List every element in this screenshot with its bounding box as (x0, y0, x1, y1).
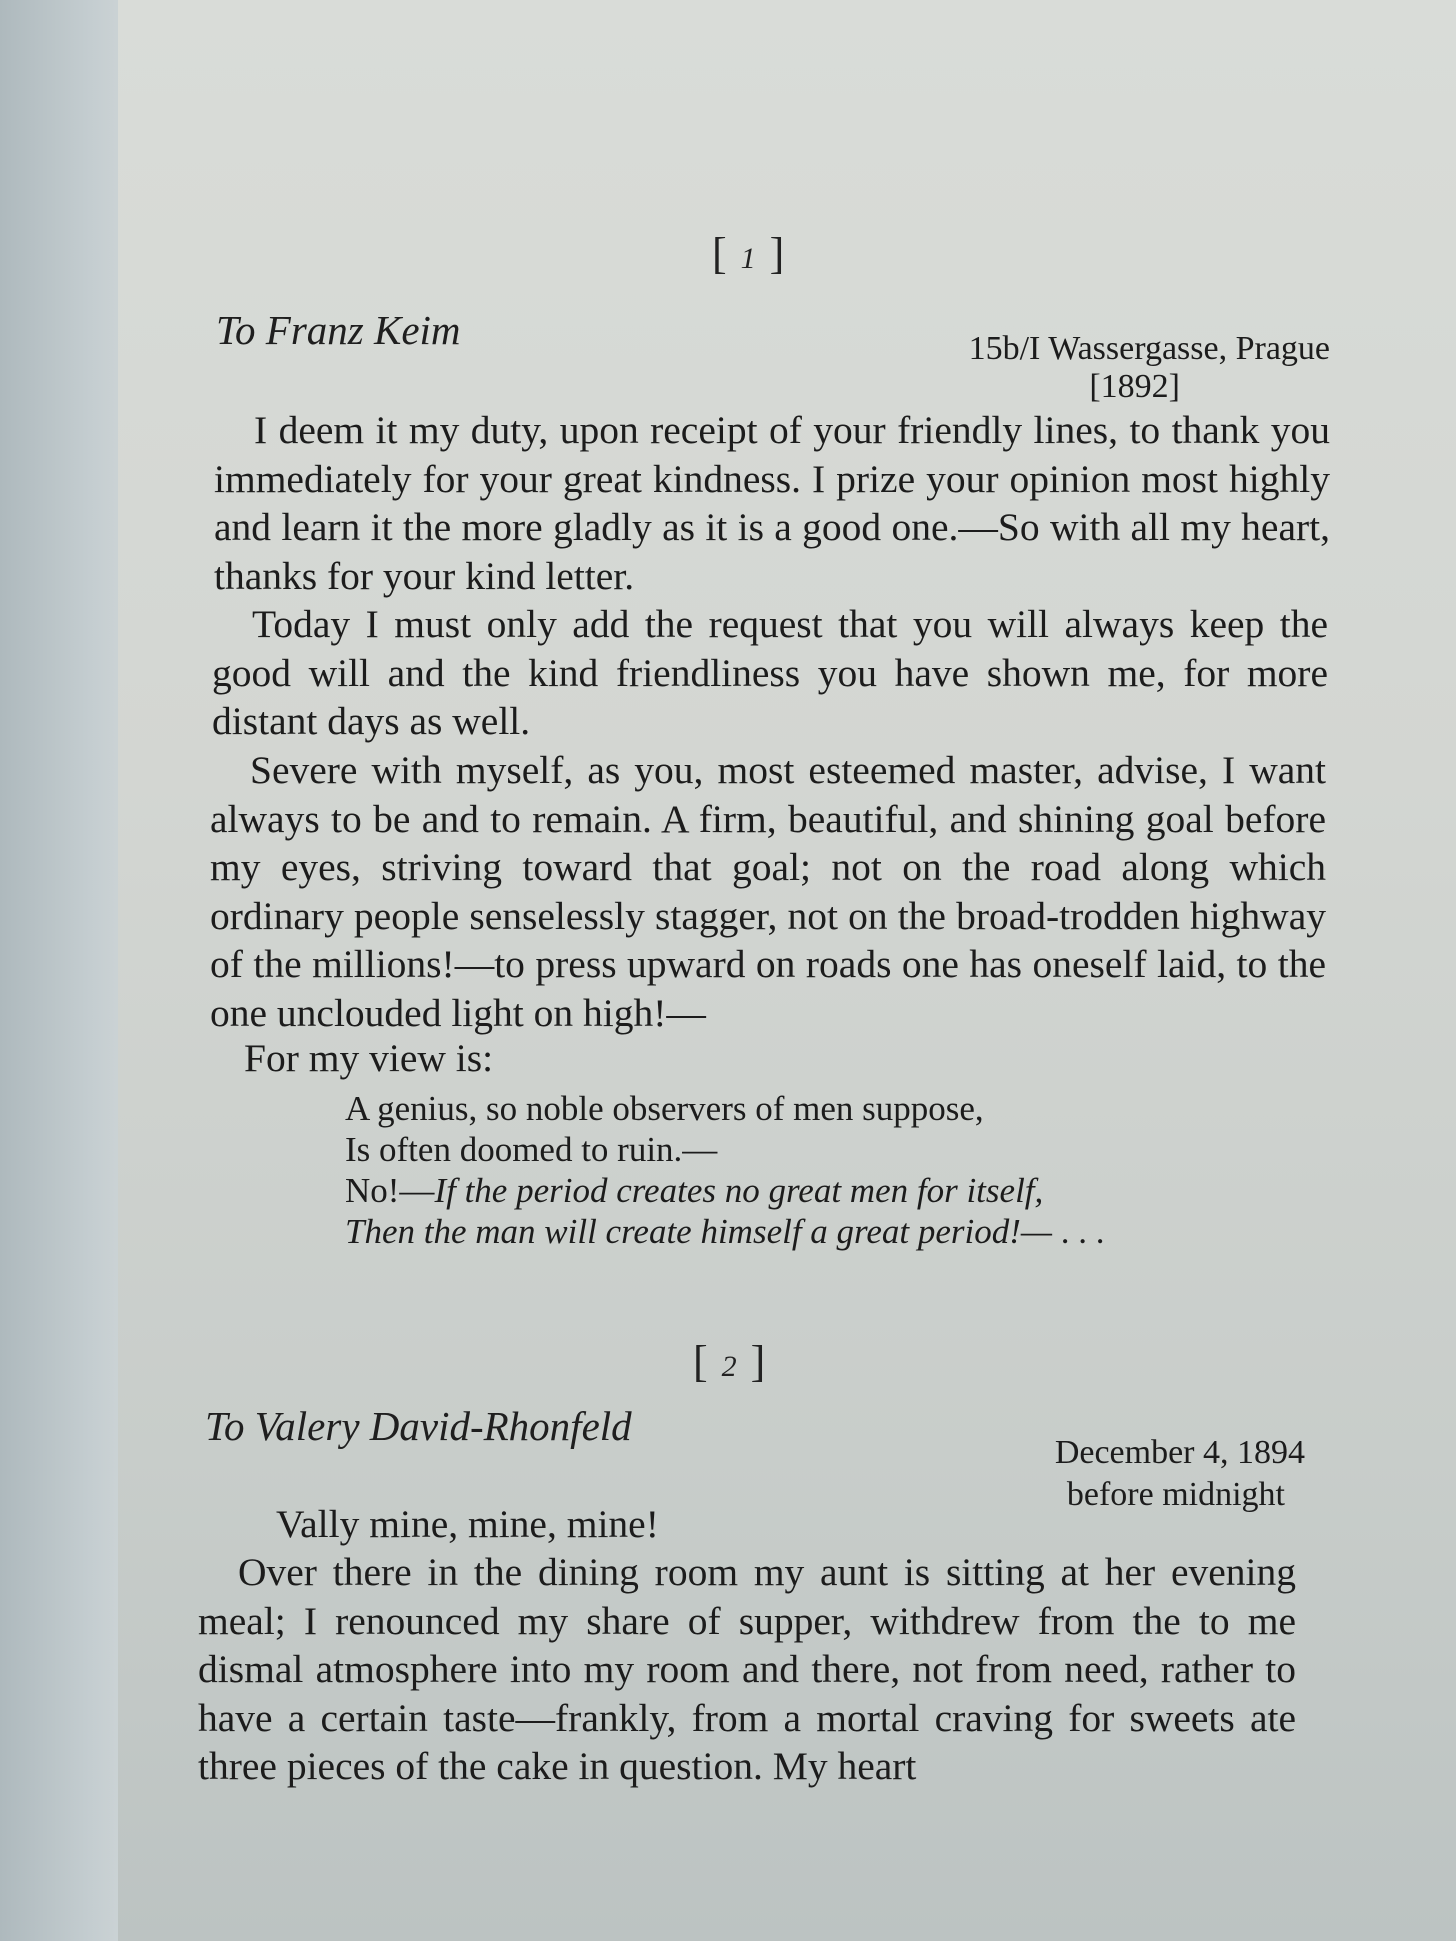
verse-line-2: Is often doomed to ruin.— (345, 1130, 718, 1169)
verse-line-1: A genius, so noble observers of men suppose, (345, 1089, 984, 1128)
letter-2-salutation: Vally mine, mine, mine! (276, 1502, 659, 1546)
letter-1-paragraph-2: Today I must only add the request that you will always keep the good will and the kind friendliness you have shown me, for more distant days as well. (212, 602, 1328, 743)
letter-1-paragraph-3: Severe with myself, as you, most esteemed master, advise, I want always to be and to remain. A firm, beautiful, and shining goal before my eyes, striving toward that goal; not on the road along which ordinary people senselessly stagger, not on the broad-trodden highway of the millions!—to press upward on roads one has oneself laid, to the one unclouded light on high!— (210, 748, 1326, 1035)
verse-line-3: No!—If the period creates no great men for itself, (345, 1171, 1044, 1210)
letter-1-address: 15b/I Wassergasse, Prague (968, 330, 1330, 367)
letter-1-verse (345, 1088, 1305, 1252)
letter-2-date: December 4, 1894 (1054, 1434, 1305, 1471)
letter-2-paragraph-1: Over there in the dining room my aunt is sitting at her evening meal; I renounced my share of supper, withdrew from the to me dismal atmosphere into my room and there, not from need, rather to have a certain taste—frankly, from a mortal craving for sweets ate three pieces of the cake in question. My heart (198, 1550, 1296, 1788)
letter-number-2: [2] (693, 1337, 780, 1386)
letter-1-recipient: To Franz Keim (216, 307, 461, 353)
letter-1-verse-intro: For my view is: (244, 1036, 494, 1080)
verse-line-4: Then the man will create himself a great period!— . . . (345, 1212, 1105, 1251)
letter-2-recipient: To Valery David-Rhonfeld (205, 1403, 632, 1449)
letter-1-paragraph-1: I deem it my duty, upon receipt of your friendly lines, to thank you immediately for your great kindness. I prize your opinion most highly and learn it the more gladly as it is a good one.—So with all my heart, thanks for your kind letter. (214, 408, 1330, 598)
letter-2-time: before midnight (1066, 1476, 1285, 1513)
letter-number-1: [1] (712, 229, 799, 278)
letter-1-date: [1892] (1089, 368, 1180, 405)
